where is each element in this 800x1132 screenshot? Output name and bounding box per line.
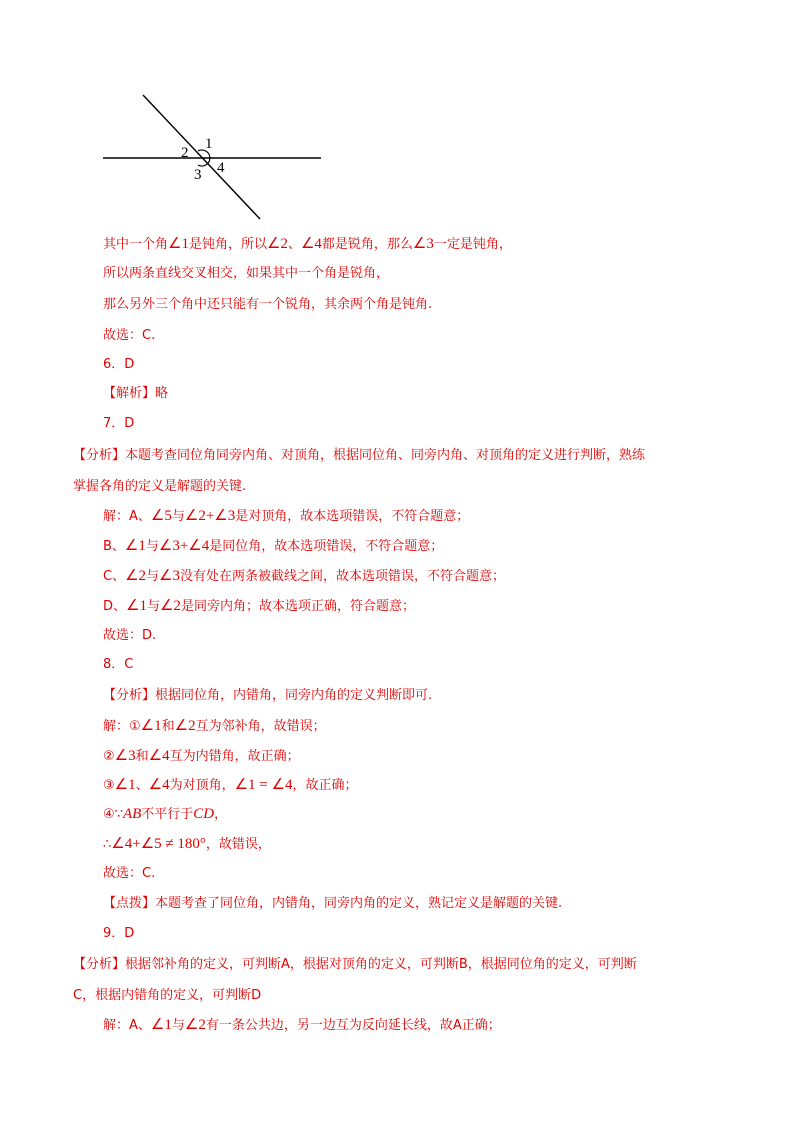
text-segment: 不平行于	[141, 807, 194, 822]
text-segment: 和	[135, 749, 149, 764]
math-expression: ∠3	[159, 568, 180, 584]
text-segment: 解：A、	[103, 1018, 151, 1033]
text-segment: 解：A、	[103, 509, 151, 524]
text-segment: 解：①	[103, 719, 141, 734]
text-segment: 【点拨】本题考查了同位角，内错角，同旁内角的定义，熟记定义是解题的关键.	[103, 896, 563, 911]
text-segment: 7．D	[103, 416, 135, 431]
math-expression: ∠1	[150, 1017, 172, 1033]
text-line	[103, 567, 505, 586]
text-segment: 一定是钝角，	[433, 237, 512, 252]
text-segment: 为对顶角，	[169, 778, 235, 793]
text-segment: 所以两条直线交叉相交，如果其中一个角是锐角，	[103, 266, 390, 281]
text-line	[103, 747, 300, 766]
text-segment: 【分析】根据邻补角的定义，可判断A，根据对顶角的定义，可判断B，根据同位角的定义，可判断	[73, 957, 637, 972]
text-segment: 6．D	[103, 357, 135, 372]
text-segment: ④∵	[103, 807, 123, 822]
math-expression: ∠1	[114, 777, 136, 793]
math-variable: CD	[193, 806, 215, 822]
text-segment: 互为邻补角，故错误；	[195, 719, 326, 734]
text-line	[103, 597, 415, 616]
math-expression: ∠1 = ∠4	[234, 777, 293, 793]
text-line	[103, 835, 271, 854]
text-segment: 、	[135, 778, 149, 793]
text-segment: 9．D	[103, 926, 135, 941]
text-line	[103, 415, 134, 433]
text-segment: 故选：D.	[103, 628, 157, 643]
text-line	[103, 356, 134, 374]
text-line	[103, 296, 432, 314]
text-segment: ，故正确；	[292, 778, 358, 793]
text-segment: 【分析】根据同位角，内错角，同旁内角的定义判断即可.	[103, 688, 433, 703]
math-expression: ∠4	[148, 748, 170, 764]
text-line	[103, 537, 443, 556]
text-segment: B、	[103, 539, 125, 554]
text-segment: C，根据内错角的定义，可判断D	[73, 988, 262, 1003]
intersecting-lines-figure	[95, 88, 335, 228]
text-line	[103, 385, 168, 403]
text-segment: ，	[214, 807, 228, 822]
text-segment: 与	[171, 1018, 185, 1033]
text-line	[103, 805, 227, 824]
text-segment: 是钝角，所以	[188, 237, 267, 252]
math-expression: ∠3+∠4	[158, 538, 210, 554]
text-segment: 与	[146, 599, 160, 614]
text-segment: ，故错误，	[205, 837, 271, 852]
math-expression: ∠4	[300, 236, 322, 252]
text-segment: 8．C	[103, 657, 134, 672]
math-expression: ∠1	[126, 598, 147, 614]
math-expression: ∠5	[150, 508, 172, 524]
math-expression: ∠3	[412, 236, 434, 252]
text-segment: ∴	[103, 837, 112, 852]
text-line	[73, 478, 246, 496]
text-segment: 互为内错角，故正确；	[169, 749, 300, 764]
text-line	[103, 776, 357, 795]
angle-label-2: 2	[181, 145, 189, 161]
text-line	[103, 507, 469, 526]
text-segment: 是同旁内角；故本选项正确，符合题意；	[180, 599, 415, 614]
text-line	[103, 1016, 501, 1035]
text-segment: 【分析】本题考查同位角同旁内角、对顶角，根据同位角、同旁内角、对顶角的定义进行判断，熟练	[73, 448, 646, 463]
math-expression: ∠2	[174, 718, 196, 734]
text-line	[73, 987, 261, 1005]
text-segment: 有一条公共边，另一边互为反向延长线，故A正确；	[205, 1018, 501, 1033]
angle-label-1: 1	[205, 136, 213, 152]
text-line	[103, 717, 326, 736]
text-segment: D、	[103, 599, 127, 614]
text-line	[103, 865, 155, 883]
text-segment: 、	[287, 237, 301, 252]
math-expression: ∠1	[124, 538, 146, 554]
text-segment: 其中一个角	[103, 237, 169, 252]
text-segment: 与	[145, 539, 159, 554]
text-line	[103, 327, 155, 345]
text-line	[73, 447, 645, 465]
math-variable: AB	[122, 806, 142, 822]
text-line	[73, 956, 637, 974]
text-segment: 与	[171, 509, 185, 524]
angle-label-4: 4	[217, 160, 225, 176]
math-expression: ∠2	[125, 568, 147, 584]
math-expression: ∠1	[168, 236, 189, 252]
text-segment: ②	[103, 749, 115, 764]
angle-label-3: 3	[194, 167, 202, 183]
text-line	[103, 656, 133, 674]
text-line	[103, 627, 156, 645]
math-expression: ∠4	[148, 777, 170, 793]
text-segment: ③	[103, 778, 115, 793]
text-segment: 和	[161, 719, 175, 734]
text-line	[103, 687, 432, 705]
math-expression: ∠4+∠5 ≠ 180°	[111, 836, 206, 852]
text-segment: 是同位角，故本选项错误，不符合题意；	[209, 539, 444, 554]
text-segment: 是对顶角，故本选项错误，不符合题意；	[235, 509, 470, 524]
transversal-line	[143, 95, 260, 219]
text-segment: 【解析】略	[103, 386, 169, 401]
text-segment: C、	[103, 569, 126, 584]
text-segment: 故选：C.	[103, 328, 156, 343]
text-segment: 都是锐角，那么	[321, 237, 413, 252]
text-line	[103, 235, 512, 254]
text-segment: 没有处在两条被截线之间，故本选项错误，不符合题意；	[180, 569, 506, 584]
text-line	[103, 265, 389, 283]
text-line	[103, 925, 134, 943]
math-expression: ∠2	[266, 236, 288, 252]
text-segment: 掌握各角的定义是解题的关键.	[73, 479, 247, 494]
text-segment: 与	[146, 569, 160, 584]
math-expression: ∠1	[140, 718, 162, 734]
text-segment: 那么另外三个角中还只能有一个锐角，其余两个角是钝角.	[103, 297, 433, 312]
intersecting-lines-diagram	[95, 88, 335, 228]
math-expression: ∠2	[159, 598, 181, 614]
text-line	[103, 895, 562, 913]
math-expression: ∠2	[184, 1017, 206, 1033]
text-segment: 故选：C.	[103, 866, 156, 881]
math-expression: ∠3	[114, 748, 136, 764]
math-expression: ∠2+∠3	[184, 508, 236, 524]
